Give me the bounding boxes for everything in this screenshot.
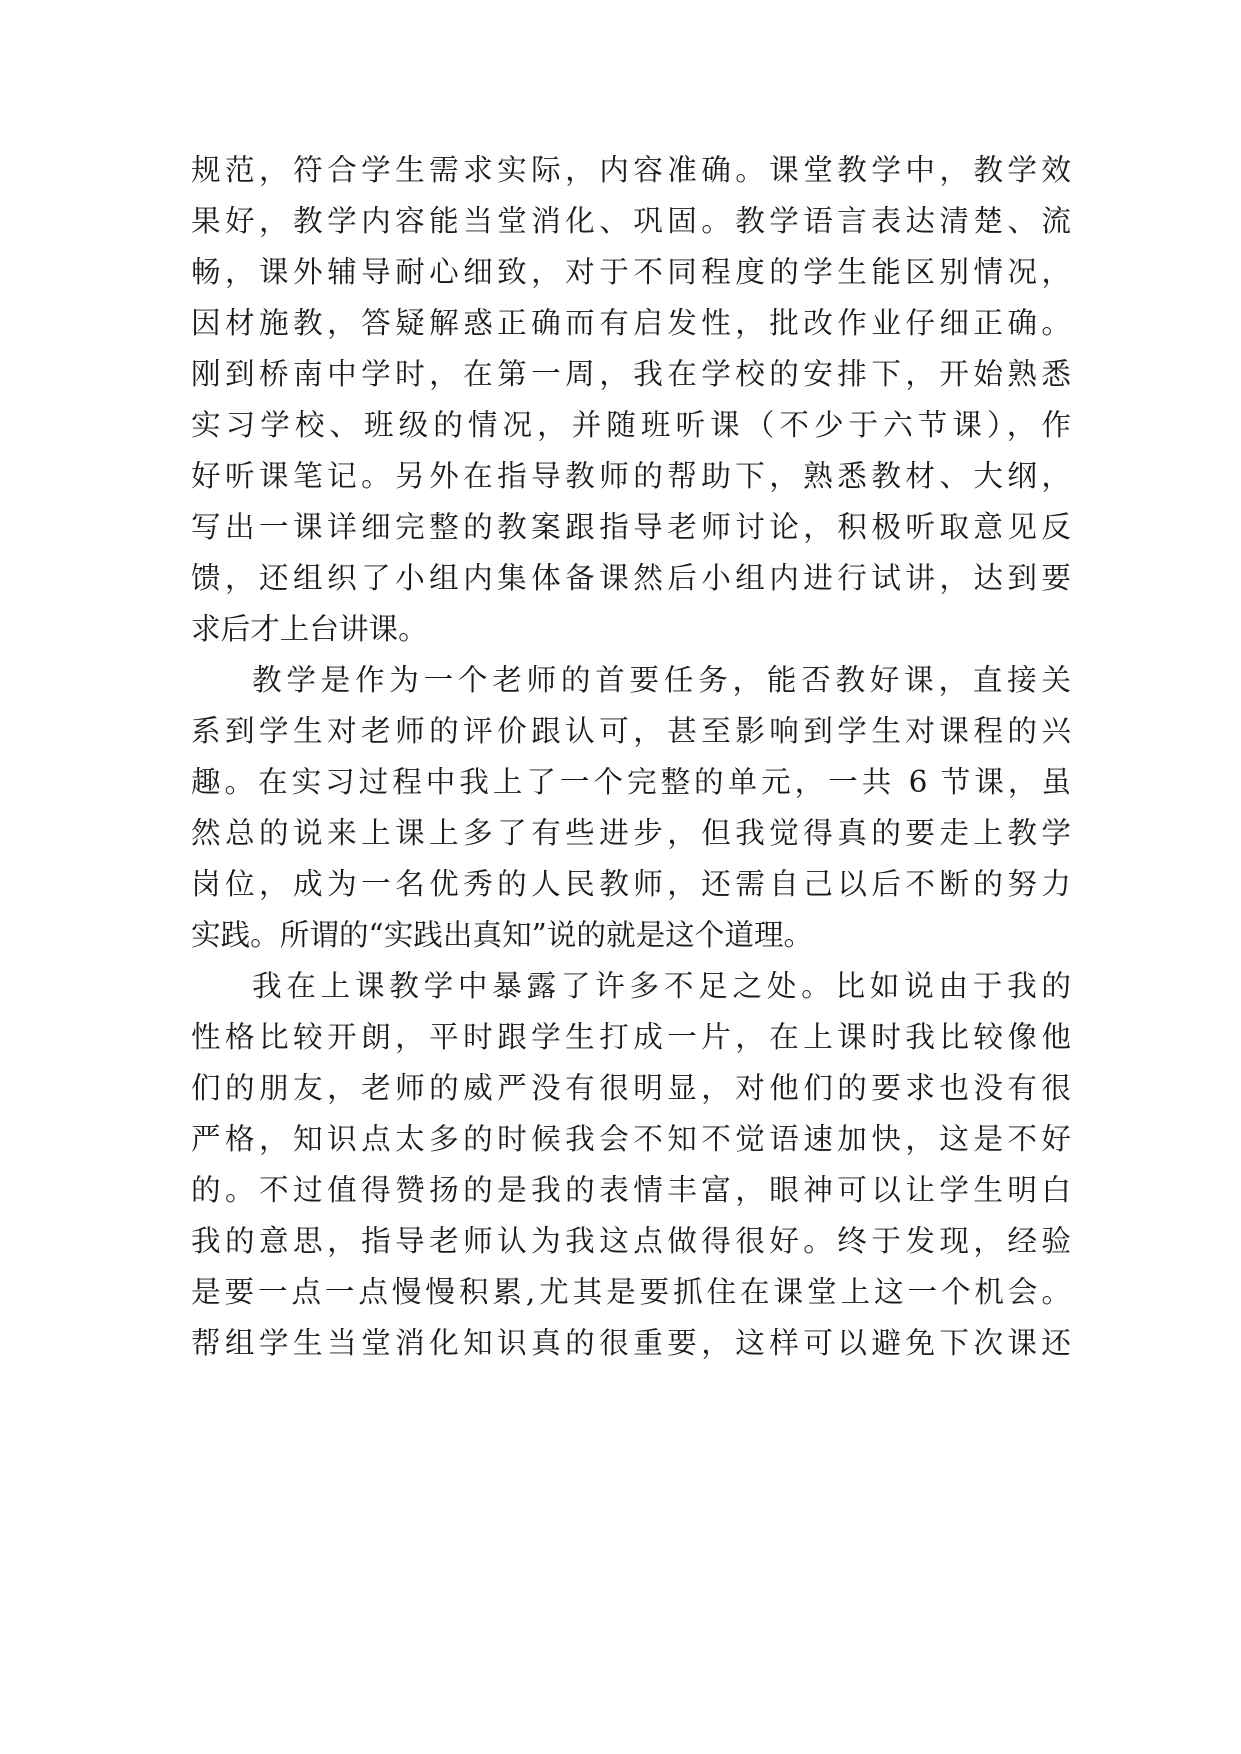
text-line: 严格，知识点太多的时候我会不知不觉语速加快，这是不好 xyxy=(191,1122,1071,1156)
text-line: 畅，课外辅导耐心细致，对于不同程度的学生能区别情况， xyxy=(191,255,1071,289)
text-line: 性格比较开朗，平时跟学生打成一片，在上课时我比较像他 xyxy=(191,1020,1071,1054)
text-line: 们的朋友，老师的威严没有很明显，对他们的要求也没有很 xyxy=(191,1071,1071,1105)
text-line: 是要一点一点慢慢积累,尤其是要抓住在课堂上这一个机会。 xyxy=(191,1275,1071,1309)
text-line: 馈，还组织了小组内集体备课然后小组内进行试讲，达到要 xyxy=(191,561,1071,595)
paragraph-first-line: 教学是作为一个老师的首要任务，能否教好课，直接关 xyxy=(252,663,1071,697)
paragraph-first-line: 我在上课教学中暴露了许多不足之处。比如说由于我的 xyxy=(252,969,1071,1003)
text-line: 趣。在实习过程中我上了一个完整的单元，一共 6 节课，虽 xyxy=(191,765,1071,799)
text-line: 实习学校、班级的情况，并随班听课（不少于六节课），作 xyxy=(191,408,1071,442)
text-line: 规范，符合学生需求实际，内容准确。课堂教学中，教学效 xyxy=(191,153,1071,187)
text-line: 的。不过值得赞扬的是我的表情丰富，眼神可以让学生明白 xyxy=(191,1173,1071,1207)
text-line: 果好，教学内容能当堂消化、巩固。教学语言表达清楚、流 xyxy=(191,204,1071,238)
text-line: 求后才上台讲课。 xyxy=(191,612,428,646)
text-line: 实践。所谓的“实践出真知”说的就是这个道理。 xyxy=(191,918,814,952)
text-line: 写出一课详细完整的教案跟指导老师讨论，积极听取意见反 xyxy=(191,510,1071,544)
text-line: 系到学生对老师的评价跟认可，甚至影响到学生对课程的兴 xyxy=(191,714,1071,748)
text-line: 然总的说来上课上多了有些进步，但我觉得真的要走上教学 xyxy=(191,816,1071,850)
text-line: 岗位，成为一名优秀的人民教师，还需自己以后不断的努力 xyxy=(191,867,1071,901)
text-line: 好听课笔记。另外在指导教师的帮助下，熟悉教材、大纲， xyxy=(191,459,1071,493)
text-line: 刚到桥南中学时，在第一周，我在学校的安排下，开始熟悉 xyxy=(191,357,1071,391)
text-line: 我的意思，指导老师认为我这点做得很好。终于发现，经验 xyxy=(191,1224,1071,1258)
text-line: 帮组学生当堂消化知识真的很重要，这样可以避免下次课还 xyxy=(191,1326,1071,1360)
text-line: 因材施教，答疑解惑正确而有启发性，批改作业仔细正确。 xyxy=(191,306,1071,340)
